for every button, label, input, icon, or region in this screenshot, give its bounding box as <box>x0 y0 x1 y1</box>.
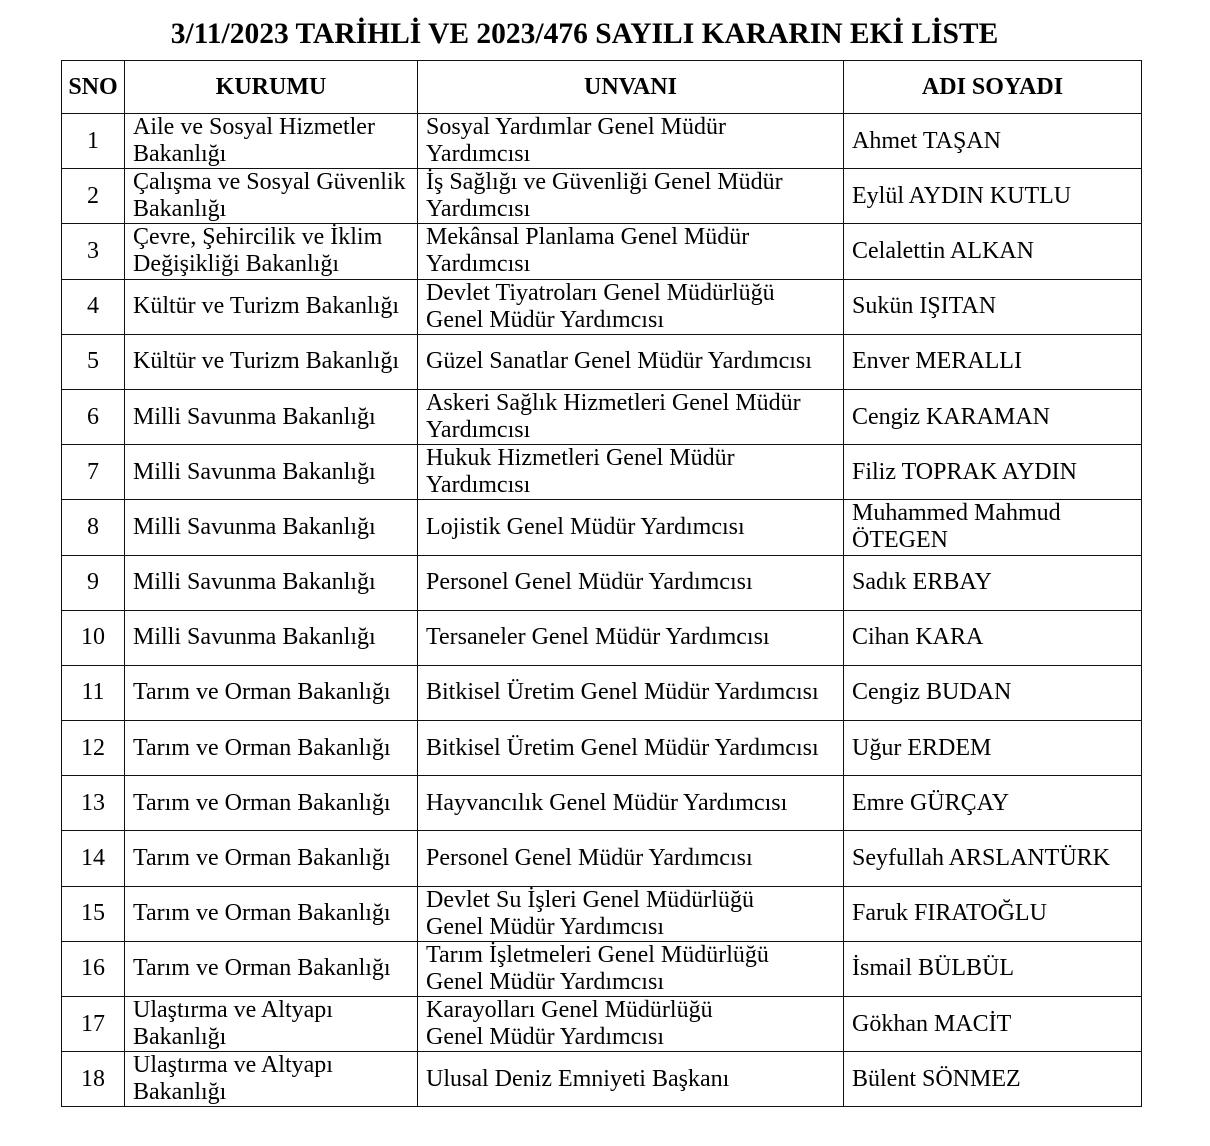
unvani-cell: Hukuk Hizmetleri Genel Müdür Yardımcısı <box>418 445 844 500</box>
table-row <box>62 224 1142 279</box>
kurumu-cell: Çevre, Şehircilik ve İklim Değişikliği Bakanlığı <box>125 224 418 279</box>
sno-cell: 16 <box>62 941 125 996</box>
sno-cell: 4 <box>62 279 125 334</box>
unvani-cell: Personel Genel Müdür Yardımcısı <box>418 831 844 886</box>
adi-soyadi-cell: Enver MERALLI <box>844 334 1142 389</box>
sno-cell: 7 <box>62 445 125 500</box>
sno-cell: 15 <box>62 886 125 941</box>
unvani-cell: Sosyal Yardımlar Genel Müdür Yardımcısı <box>418 114 844 169</box>
appointment-table <box>61 60 1142 1107</box>
sno-cell: 18 <box>62 1052 125 1107</box>
adi-soyadi-cell: Faruk FIRATOĞLU <box>844 886 1142 941</box>
table-row <box>62 610 1142 665</box>
adi-soyadi-cell: Filiz TOPRAK AYDIN <box>844 445 1142 500</box>
sno-cell: 12 <box>62 721 125 776</box>
adi-soyadi-cell: Cihan KARA <box>844 610 1142 665</box>
unvani-cell: Tersaneler Genel Müdür Yardımcısı <box>418 610 844 665</box>
unvani-cell: Personel Genel Müdür Yardımcısı <box>418 555 844 610</box>
sno-cell: 11 <box>62 665 125 720</box>
adi-soyadi-cell: Sukün IŞITAN <box>844 279 1142 334</box>
table-row <box>62 997 1142 1052</box>
adi-soyadi-cell: Celalettin ALKAN <box>844 224 1142 279</box>
table-header <box>62 61 1142 114</box>
header-kurumu: KURUMU <box>125 61 418 114</box>
unvani-cell: İş Sağlığı ve Güvenliği Genel Müdür Yardımcısı <box>418 169 844 224</box>
sno-cell: 17 <box>62 997 125 1052</box>
sno-cell: 6 <box>62 389 125 444</box>
unvani-cell: Devlet Su İşleri Genel Müdürlüğü Genel Müdür Yardımcısı <box>418 886 844 941</box>
sno-cell: 9 <box>62 555 125 610</box>
kurumu-cell: Milli Savunma Bakanlığı <box>125 445 418 500</box>
document-title: 3/11/2023 TARİHLİ VE 2023/476 SAYILI KARARIN EKİ LİSTE <box>170 18 999 50</box>
sno-cell: 2 <box>62 169 125 224</box>
adi-soyadi-cell: Ahmet TAŞAN <box>844 114 1142 169</box>
sno-cell: 13 <box>62 776 125 831</box>
adi-soyadi-cell: Cengiz BUDAN <box>844 665 1142 720</box>
header-unvani: UNVANI <box>418 61 844 114</box>
header-adi-soyadi: ADI SOYADI <box>844 61 1142 114</box>
adi-soyadi-cell: Eylül AYDIN KUTLU <box>844 169 1142 224</box>
table-row <box>62 886 1142 941</box>
sno-cell: 10 <box>62 610 125 665</box>
unvani-cell: Tarım İşletmeleri Genel Müdürlüğü Genel Müdür Yardımcısı <box>418 941 844 996</box>
kurumu-cell: Milli Savunma Bakanlığı <box>125 389 418 444</box>
table-row <box>62 776 1142 831</box>
adi-soyadi-cell: Bülent SÖNMEZ <box>844 1052 1142 1107</box>
unvani-cell: Hayvancılık Genel Müdür Yardımcısı <box>418 776 844 831</box>
table-body <box>62 114 1142 1107</box>
unvani-cell: Devlet Tiyatroları Genel Müdürlüğü Genel Müdür Yardımcısı <box>418 279 844 334</box>
unvani-cell: Karayolları Genel Müdürlüğü Genel Müdür Yardımcısı <box>418 997 844 1052</box>
kurumu-cell: Milli Savunma Bakanlığı <box>125 610 418 665</box>
kurumu-cell: Tarım ve Orman Bakanlığı <box>125 941 418 996</box>
header-sno: SNO <box>62 61 125 114</box>
kurumu-cell: Milli Savunma Bakanlığı <box>125 500 418 555</box>
table-row <box>62 721 1142 776</box>
kurumu-cell: Tarım ve Orman Bakanlığı <box>125 776 418 831</box>
kurumu-cell: Çalışma ve Sosyal Güvenlik Bakanlığı <box>125 169 418 224</box>
adi-soyadi-cell: Emre GÜRÇAY <box>844 776 1142 831</box>
table-row <box>62 279 1142 334</box>
table-row <box>62 114 1142 169</box>
adi-soyadi-cell: İsmail BÜLBÜL <box>844 941 1142 996</box>
header-row <box>62 61 1142 114</box>
kurumu-cell: Ulaştırma ve Altyapı Bakanlığı <box>125 1052 418 1107</box>
unvani-cell: Ulusal Deniz Emniyeti Başkanı <box>418 1052 844 1107</box>
table-row <box>62 500 1142 555</box>
unvani-cell: Bitkisel Üretim Genel Müdür Yardımcısı <box>418 721 844 776</box>
kurumu-cell: Kültür ve Turizm Bakanlığı <box>125 334 418 389</box>
unvani-cell: Bitkisel Üretim Genel Müdür Yardımcısı <box>418 665 844 720</box>
table-row <box>62 169 1142 224</box>
kurumu-cell: Tarım ve Orman Bakanlığı <box>125 721 418 776</box>
unvani-cell: Lojistik Genel Müdür Yardımcısı <box>418 500 844 555</box>
unvani-cell: Askeri Sağlık Hizmetleri Genel Müdür Yardımcısı <box>418 389 844 444</box>
adi-soyadi-cell: Sadık ERBAY <box>844 555 1142 610</box>
kurumu-cell: Aile ve Sosyal Hizmetler Bakanlığı <box>125 114 418 169</box>
table-row <box>62 941 1142 996</box>
kurumu-cell: Tarım ve Orman Bakanlığı <box>125 886 418 941</box>
kurumu-cell: Ulaştırma ve Altyapı Bakanlığı <box>125 997 418 1052</box>
kurumu-cell: Tarım ve Orman Bakanlığı <box>125 665 418 720</box>
kurumu-cell: Tarım ve Orman Bakanlığı <box>125 831 418 886</box>
kurumu-cell: Kültür ve Turizm Bakanlığı <box>125 279 418 334</box>
sno-cell: 3 <box>62 224 125 279</box>
sno-cell: 1 <box>62 114 125 169</box>
kurumu-cell: Milli Savunma Bakanlığı <box>125 555 418 610</box>
adi-soyadi-cell: Muhammed Mahmud ÖTEGEN <box>844 500 1142 555</box>
table-row <box>62 445 1142 500</box>
table-row <box>62 555 1142 610</box>
table-row <box>62 665 1142 720</box>
adi-soyadi-cell: Uğur ERDEM <box>844 721 1142 776</box>
adi-soyadi-cell: Seyfullah ARSLANTÜRK <box>844 831 1142 886</box>
table-row <box>62 1052 1142 1107</box>
unvani-cell: Güzel Sanatlar Genel Müdür Yardımcısı <box>418 334 844 389</box>
sno-cell: 5 <box>62 334 125 389</box>
table-row <box>62 334 1142 389</box>
sno-cell: 14 <box>62 831 125 886</box>
unvani-cell: Mekânsal Planlama Genel Müdür Yardımcısı <box>418 224 844 279</box>
adi-soyadi-cell: Gökhan MACİT <box>844 997 1142 1052</box>
table-row <box>62 831 1142 886</box>
adi-soyadi-cell: Cengiz KARAMAN <box>844 389 1142 444</box>
table-row <box>62 389 1142 444</box>
sno-cell: 8 <box>62 500 125 555</box>
